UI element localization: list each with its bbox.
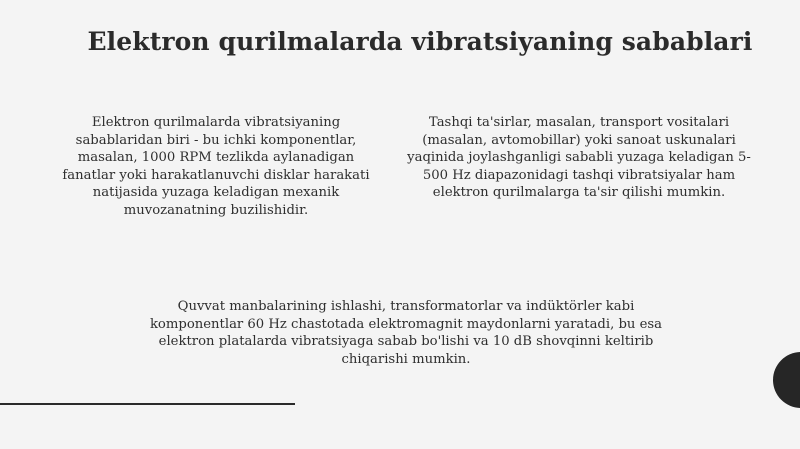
decorative-circle-shape bbox=[773, 352, 800, 408]
paragraph-internal-causes: Elektron qurilmalarda vibratsiyaning sabablaridan biri - bu ichki komponentlar, masalan, 1000 RPM tezlikda aylanadigan fanatlar yoki harakatlanuvchi disklar harakati natijasida yuzaga keladigan mexanik muvozanatning buzilishidir. bbox=[62, 115, 370, 218]
slide-title: Elektron qurilmalarda vibratsiyaning sabablari bbox=[87, 27, 753, 56]
decorative-divider-line bbox=[0, 403, 295, 405]
paragraph-power-supply-causes: Quvvat manbalarining ishlashi, transformatorlar va indüktörler kabi komponentlar 60 Hz chastotada elektromagnit maydonlarni yaratadi, bu esa elektron platalarda vibratsiyaga sabab bo'lishi va 10 dB shovqinni keltirib chiqarishi mumkin. bbox=[149, 299, 663, 367]
paragraph-external-causes: Tashqi ta'sirlar, masalan, transport vositalari (masalan, avtomobillar) yoki sanoat uskunalari yaqinida joylashganligi sababli yuzaga keladigan 5-500 Hz diapazonidagi tashqi vibratsiyalar ham elektron qurilmalarga ta'sir qilishi mumkin. bbox=[407, 115, 751, 201]
